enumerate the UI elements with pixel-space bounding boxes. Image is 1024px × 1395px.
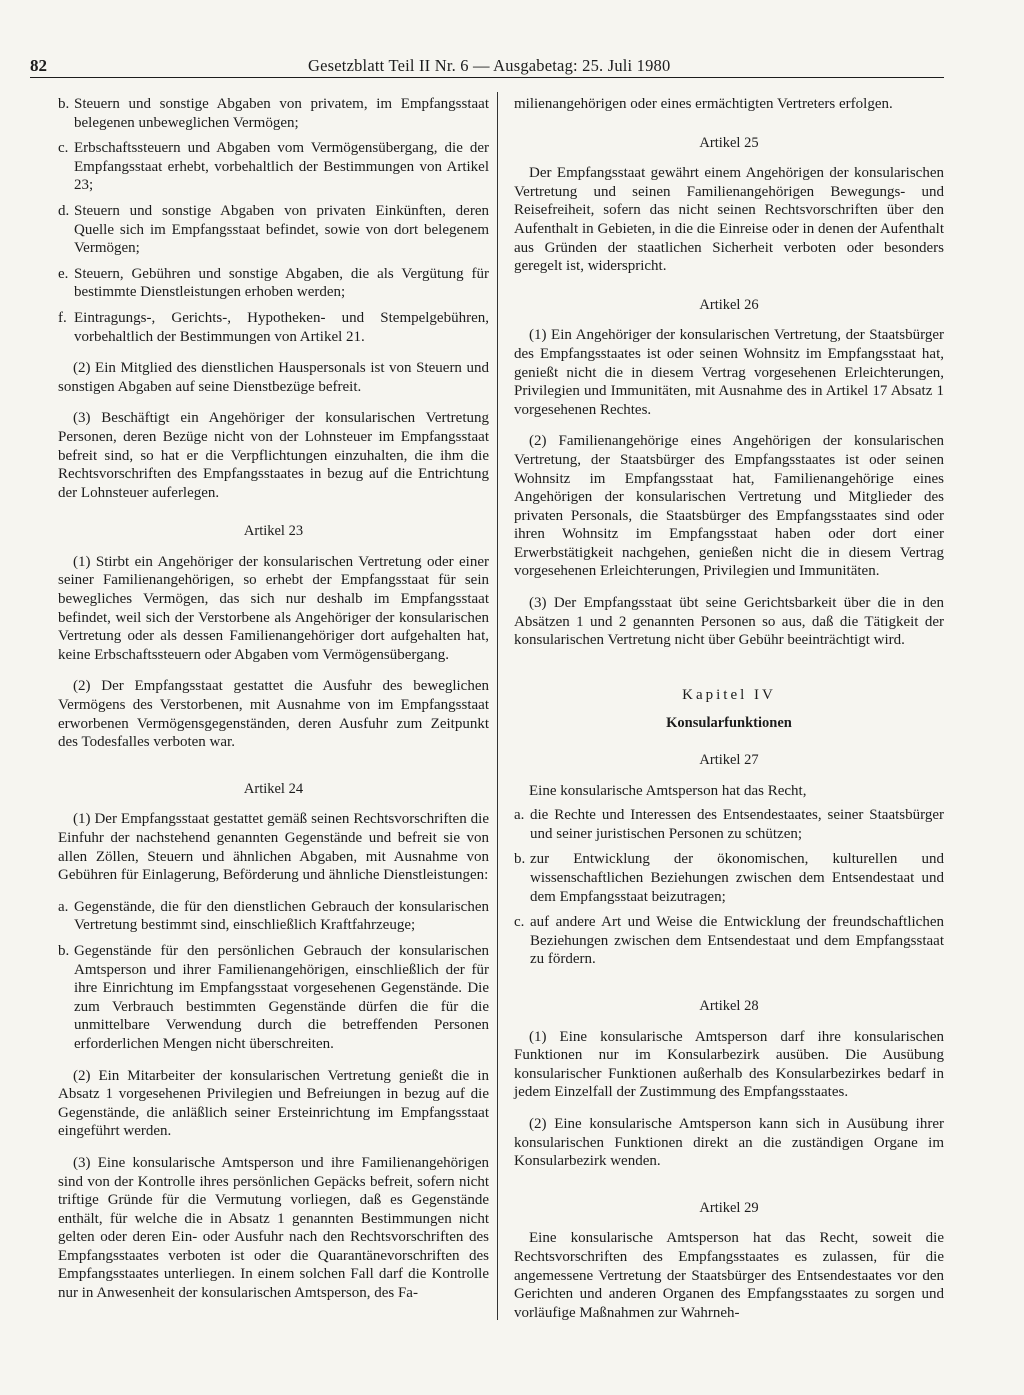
article-heading: Artikel 23 xyxy=(243,523,304,540)
list-marker: e. xyxy=(58,265,69,282)
paragraph: Eine konsularische Amtsperson hat das Recht, xyxy=(529,782,807,799)
list-text: Steuern und sonstige Abgaben von privaten Einkünften, deren Quelle sich im Empfangsstaat befindet, sowie von dort belegenem Vermögen; xyxy=(74,202,489,257)
paragraph: (2) Der Empfangsstaat gestattet die Ausfuhr des beweglichen Vermögens des Verstorbenen, mit Ausnahme von im Empfangsstaat erworbenen Vermögensgegenständen, deren Ausfuhr zum Zeitpunkt des Todesfalles verboten war. xyxy=(58,678,489,751)
list-text: Eintragungs-, Gerichts-, Hypotheken- und Stempelgebühren, vorbehaltlich der Bestimmungen von Artikel 21. xyxy=(74,309,489,345)
list-text: Steuern, Gebühren und sonstige Abgaben, die als Vergütung für bestimmte Dienstleistungen erhoben werden; xyxy=(74,265,489,301)
list-item xyxy=(58,942,489,1054)
article-heading: Artikel 24 xyxy=(243,780,304,797)
list-marker: c. xyxy=(514,914,525,931)
article-22-list xyxy=(58,95,489,346)
list-marker: b. xyxy=(514,851,526,868)
paragraph: (1) Der Empfangsstaat gestattet gemäß seinen Rechtsvorschriften die Einfuhr der nachstehend genannten Gegenstände und befreit sie von allen Zöllen, Steuern und ähnlichen Abgaben, mit Ausnahme von Gebühren für Einlagerung, Beförderung und ähnliche Dienstleistungen: xyxy=(58,811,489,884)
paragraph: (2) Familienangehörige eines Angehörigen der konsularischen Vertretung, der Staatsbürger des Empfangsstaates ist oder seinen Wohnsitz im Empfangsstaat hat, Familienangehörige eines Angehörigen der konsularischen Vertretung und Mitglieder des privaten Personals, die Staatsbürger des Empfangsstaates sind oder ihren Wohnsitz im Empfangsstaat haben oder dort einer Erwerbstätigkeit nachgehen, genießen nicht die in diesem Vertrag vorgesehenen Erleichterungen, Privilegien und Immunitäten. xyxy=(514,433,944,580)
list-item xyxy=(58,309,489,346)
page-header xyxy=(30,56,944,78)
paragraph: (3) Eine konsularische Amtsperson und ihre Familienangehörigen sind von der Kontrolle ihres persönlichen Gepäcks befreit, sofern nicht triftige Gründe für die Vermutung vorliegen, daß es Gegenstände enthält, für welche die in Absatz 1 genannten Bestimmungen nicht gelten oder deren Ein- oder Ausfuhr nach den Rechtsvorschriften des Empfangsstaates verboten ist oder die Quarantänevorschriften des Empfangsstaates unterliegen. In einem solchen Fall darf die Kontrolle nur in Anwesenheit der konsularischen Amtsperson, des Fa- xyxy=(58,1154,489,1302)
list-text: Gegenstände, die für den dienstlichen Gebrauch der konsularischen Vertretung bestimmt sind, einschließlich Kraftfahrzeuge; xyxy=(74,898,489,934)
paragraph: (3) Beschäftigt ein Angehöriger der konsularischen Vertretung Personen, deren Bezüge nicht von der Lohnsteuer im Empfangsstaat befreit sind, so hat er die Verpflichtungen einzuhalten, die ihm die Rechtsvorschriften des Empfangsstaates in bezug auf die Entrichtung der Lohnsteuer auferlegen. xyxy=(58,410,489,501)
header-rule xyxy=(30,77,944,78)
chapter-heading: Kapitel IV xyxy=(682,686,776,703)
paragraph: Der Empfangsstaat gewährt einem Angehörigen der konsularischen Vertretung und seinen Familienangehörigen Bewegungs- und Reisefreiheit, sofern das nicht seinen Rechtsvorschriften über den Aufenthalt in Gebieten, in die die Einreise oder in denen der Aufenthalt aus Gründen der staatlichen Sicherheit verboten oder besonders geregelt ist, widerspricht. xyxy=(514,165,944,275)
right-column xyxy=(514,95,944,1335)
list-text: Erbschaftssteuern und Abgaben vom Vermögensübergang, die der Empfangsstaat erhebt, vorbehaltlich der Bestimmungen von Artikel 23; xyxy=(74,140,489,194)
list-item xyxy=(58,139,489,195)
article-heading: Artikel 28 xyxy=(699,997,759,1014)
paragraph: (1) Ein Angehöriger der konsularischen Vertretung, der Staatsbürger des Empfangsstaates ist oder seinen Wohnsitz im Empfangsstaat hat, genießt nicht die in diesem Vertrag vorgesehenen Erleichterungen, Privilegien und Immunitäten, mit Ausnahme des in Artikel 17 Absatz 1 vorgesehenen Rechtes. xyxy=(514,327,944,418)
list-text: auf andere Art und Weise die Entwicklung der freundschaftlichen Beziehungen zwischen dem Entsendestaat und dem Empfangsstaat zu fördern. xyxy=(530,914,944,968)
list-marker: f. xyxy=(58,309,67,326)
paragraph: (3) Der Empfangsstaat übt seine Gerichtsbarkeit über die in den Absätzen 1 und 2 genannten Personen so aus, daß die Tätigkeit der konsularischen Vertretung nicht über Gebühr beeinträchtigt wird. xyxy=(514,595,944,649)
left-column xyxy=(58,95,489,1316)
paragraph: (2) Ein Mitglied des dienstlichen Hauspersonals ist von Steuern und sonstigen Abgaben auf seine Dienstbezüge befreit. xyxy=(58,360,489,395)
list-text: Gegenstände für den persönlichen Gebrauch der konsularischen Amtsperson und ihrer Familienangehörigen, einschließlich der für ihre Einrichtung im Empfangsstaat vorgesehenen Gegenstände. Die zum Verbrauch bestimmten Gegenstände dürfen die für die unmittelbare Verwendung durch die betreffenden Personen erforderlichen Mengen nicht überschreiten. xyxy=(74,942,489,1052)
paragraph: (1) Eine konsularische Amtsperson darf ihre konsularischen Funktionen nur im Konsularbezirk ausüben. Die Ausübung konsularischer Funktionen außerhalb des Konsularbezirkes bedarf in jedem Einzelfall der Zustimmung des Empfangsstaates. xyxy=(514,1028,944,1101)
list-item xyxy=(514,806,944,843)
list-marker: b. xyxy=(58,96,70,112)
paragraph: Eine konsularische Amtsperson hat das Recht, soweit die Rechtsvorschriften des Empfangsstaates es zulassen, für die angemessene Vertretung der Staatsbürger des Entsendestaates vor den Gerichten und anderen Organen des Empfangsstaates zu sorgen und vorläufige Maßnahmen zur Wahrneh- xyxy=(514,1230,944,1321)
paragraph: (1) Stirbt ein Angehöriger der konsularischen Vertretung oder einer seiner Familienangehörigen, so erhebt der Empfangsstaat für sein bewegliches Vermögen, das sich nur deshalb im Empfangsstaat befindet, weil sich der Verstorbene als Angehöriger der konsularischen Vertretung oder als dessen Familienangehöriger dort aufgehalten hat, keine Erbschaftssteuern oder Abgaben vom Vermögensübergang. xyxy=(58,553,489,663)
list-item xyxy=(58,265,489,302)
list-item xyxy=(514,913,944,969)
paragraph: (2) Ein Mitarbeiter der konsularischen Vertretung genießt die in Absatz 1 vorgesehenen Privilegien und Befreiungen in bezug auf die Gegenstände, die anläßlich seiner Ersteinrichtung im Empfangsstaat eingeführt werden. xyxy=(58,1067,489,1140)
paragraph-continuation: milienangehörigen oder eines ermächtigten Vertreters erfolgen. xyxy=(514,96,893,112)
article-heading: Artikel 29 xyxy=(699,1199,759,1216)
list-item xyxy=(514,850,944,906)
list-item xyxy=(58,95,489,132)
page-number: 82 xyxy=(30,56,47,75)
article-heading: Artikel 27 xyxy=(699,752,759,769)
list-marker: c. xyxy=(58,140,69,157)
list-text: die Rechte und Interessen des Entsendestaates, seiner Staatsbürger und seiner juristischen Personen zu schützen; xyxy=(530,807,944,842)
list-text: Steuern und sonstige Abgaben von privatem, im Empfangsstaat belegenen unbeweglichen Vermögen; xyxy=(74,96,489,131)
list-marker: d. xyxy=(58,202,70,219)
paragraph: (2) Eine konsularische Amtsperson kann sich in Ausübung ihrer konsularischen Funktionen direkt an die zuständigen Organe im Konsularbezirk wenden. xyxy=(514,1115,944,1170)
article-heading: Artikel 26 xyxy=(699,296,759,313)
list-text: zur Entwicklung der ökonomischen, kulturellen und wissenschaftlichen Beziehungen zwischen dem Entsendestaat und dem Empfangsstaat beizutragen; xyxy=(530,851,944,905)
running-title: Gesetzblatt Teil II Nr. 6 — Ausgabetag: 25. Juli 1980 xyxy=(308,56,671,75)
list-marker: a. xyxy=(58,898,69,915)
column-divider xyxy=(497,92,498,1320)
list-marker: b. xyxy=(58,942,70,959)
list-item xyxy=(58,898,489,935)
list-item xyxy=(58,202,489,258)
list-marker: a. xyxy=(514,807,525,824)
chapter-title: Konsularfunktionen xyxy=(666,715,792,732)
article-24-list xyxy=(58,898,489,1054)
article-27-list xyxy=(514,806,944,969)
article-heading: Artikel 25 xyxy=(699,134,759,151)
